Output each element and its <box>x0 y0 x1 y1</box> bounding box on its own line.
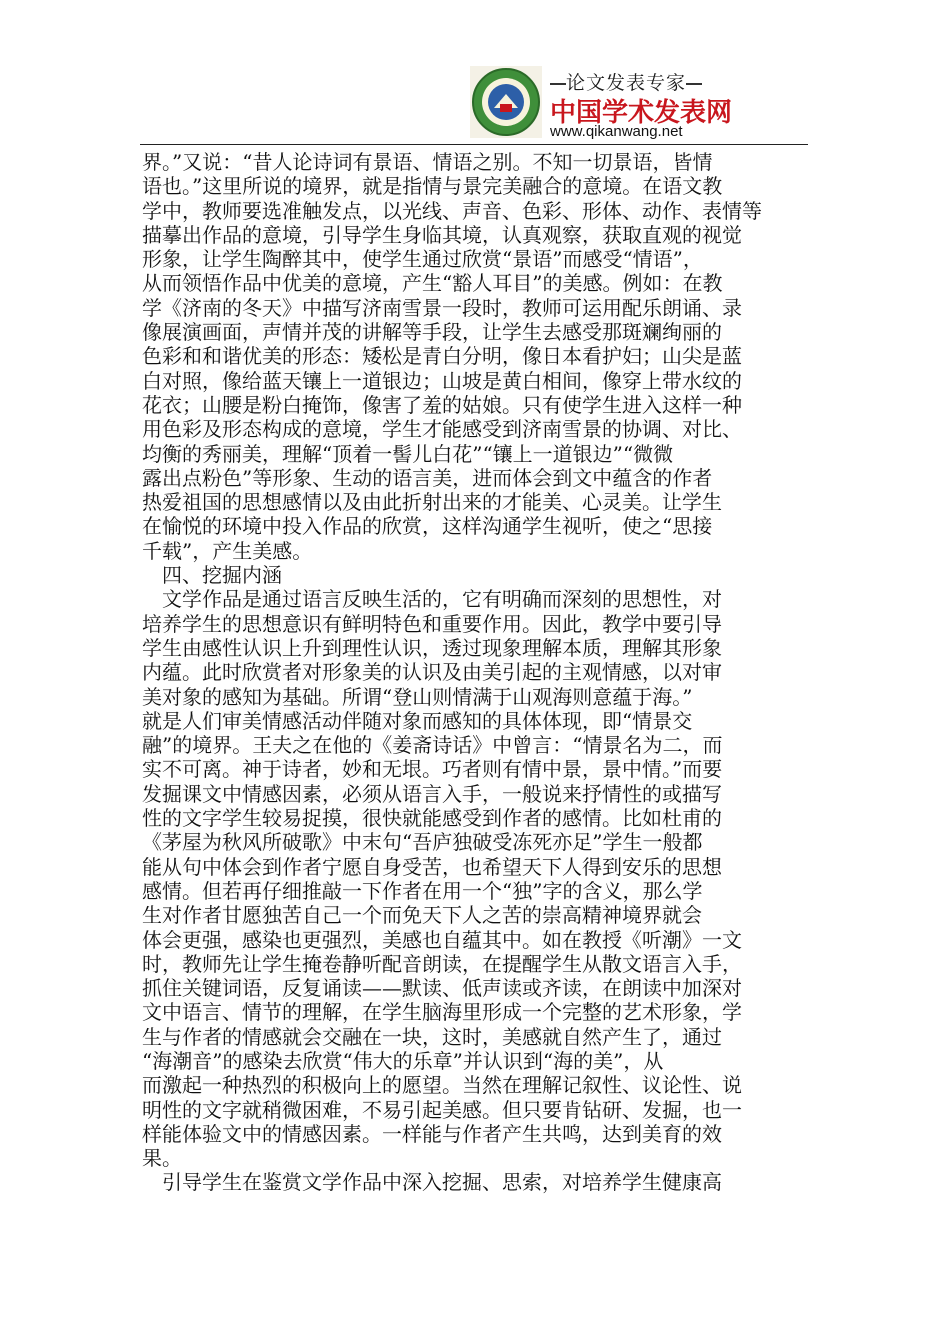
text-line: 四、挖掘内涵 <box>142 563 282 588</box>
site-emblem-icon <box>470 66 542 138</box>
text-line: 能从句中体会到作者宁愿自身受苦，也希望天下人得到安乐的思想 <box>142 854 722 879</box>
text-line: 而激起一种热烈的积极向上的愿望。当然在理解记叙性、议论性、说 <box>142 1073 742 1098</box>
text-line: 发掘课文中情感因素，必须从语言入手，一般说来抒情性的或描写 <box>142 781 722 806</box>
text-line: 在愉悦的环境中投入作品的欣赏，这样沟通学生视听，使之“思接 <box>142 514 713 539</box>
text-line: 实不可离。神于诗者，妙和无垠。巧者则有情中景，景中情。”而要 <box>142 757 723 782</box>
text-line: 《茅屋为秋风所破歌》中末句“吾庐独破受冻死亦足”学生一般都 <box>142 830 703 855</box>
text-line: 均衡的秀丽美，理解“顶着一髻儿白花”“镶上一道银边”“微微 <box>142 441 674 466</box>
text-line: 生与作者的情感就会交融在一块，这时，美感就自然产生了，通过 <box>142 1024 722 1049</box>
text-line: 性的文字学生较易捉摸，很快就能感受到作者的感情。比如杜甫的 <box>142 806 722 831</box>
text-line: 样能体验文中的情感因素。一样能与作者产生共鸣，达到美育的效 <box>142 1121 722 1146</box>
site-header <box>470 66 806 144</box>
text-line: 形象，让学生陶醉其中，使学生通过欣赏“景语”而感受“情语”， <box>142 247 703 272</box>
text-line: 用色彩及形态构成的意境，学生才能感受到济南雪景的协调、对比、 <box>142 417 742 442</box>
text-line: 时，教师先让学生掩卷静听配音朗读，在提醒学生从散文语言入手， <box>142 951 742 976</box>
text-line: 体会更强，感染也更强烈，美感也自蕴其中。如在教授《听潮》一文 <box>142 927 742 952</box>
site-url: www.qikanwang.net <box>550 123 683 140</box>
slogan-dash-right <box>686 83 702 85</box>
text-line: 内蕴。此时欣赏者对形象美的认识及由美引起的主观情感，以对审 <box>142 660 722 685</box>
text-line: 像展演画面，声情并茂的讲解等手段，让学生去感受那斑斓绚丽的 <box>142 320 722 345</box>
text-line: 生对作者甘愿独苦自己一个而免天下人之苦的崇高精神境界就会 <box>142 903 702 928</box>
text-line: 融”的境界。王夫之在他的《姜斋诗话》中曾言：“情景名为二，而 <box>142 733 723 758</box>
text-line: 培养学生的思想意识有鲜明特色和重要作用。因此，教学中要引导 <box>142 611 722 636</box>
text-line: 色彩和和谐优美的形态：矮松是青白分明，像日本看护妇；山尖是蓝 <box>142 344 742 369</box>
text-line: 学中，教师要选准触发点，以光线、声音、色彩、形体、动作、表情等 <box>142 198 762 223</box>
article-body <box>142 150 794 1195</box>
text-line: 感情。但若再仔细推敲一下作者在用一个“独”字的含义，那么学 <box>142 878 703 903</box>
text-line: “海潮音”的感染去欣赏“伟大的乐章”并认识到“海的美”，从 <box>142 1048 664 1073</box>
header-divider <box>140 144 808 145</box>
text-line: 就是人们审美情感活动伴随对象而感知的具体体现，即“情景交 <box>142 708 693 733</box>
text-line: 明性的文字就稍微困难，不易引起美感。但只要肯钻研、发掘，也一 <box>142 1097 742 1122</box>
text-line: 美对象的感知为基础。所谓“登山则情满于山观海则意蕴于海。” <box>142 684 693 709</box>
text-line: 白对照，像给蓝天镶上一道银边；山坡是黄白相间，像穿上带水纹的 <box>142 368 742 393</box>
text-line: 文学作品是通过语言反映生活的，它有明确而深刻的思想性，对 <box>142 587 722 612</box>
text-line: 文中语言、情节的理解，在学生脑海里形成一个完整的艺术形象，学 <box>142 1000 742 1025</box>
text-line: 语也。”这里所说的境界，就是指情与景完美融合的意境。在语文教 <box>142 174 723 199</box>
site-slogan <box>550 68 702 95</box>
text-line: 抓住关键词语，反复诵读——默读、低声读或齐读，在朗读中加深对 <box>142 976 742 1001</box>
text-line: 热爱祖国的思想感情以及由此折射出来的才能美、心灵美。让学生 <box>142 490 722 515</box>
slogan-dash-left <box>550 83 566 85</box>
text-line: 描摹出作品的意境，引导学生身临其境，认真观察，获取直观的视觉 <box>142 222 742 247</box>
text-line: 学生由感性认识上升到理性认识，透过现象理解本质，理解其形象 <box>142 635 722 660</box>
text-line: 引导学生在鉴赏文学作品中深入挖掘、思索，对培养学生健康高 <box>142 1170 722 1195</box>
slogan-text: 论文发表专家 <box>566 72 687 94</box>
text-line: 千载”，产生美感。 <box>142 538 313 563</box>
text-line: 花衣；山腰是粉白掩饰，像害了羞的姑娘。只有使学生进入这样一种 <box>142 392 742 417</box>
text-line: 界。”又说：“昔人论诗词有景语、情语之别。不知一切景语，皆情 <box>142 150 713 174</box>
text-line: 露出点粉色”等形象、生动的语言美，进而体会到文中蕴含的作者 <box>142 465 713 490</box>
site-name: 中国学术发表网 <box>550 98 733 128</box>
text-line: 从而领悟作品中优美的意境，产生“豁人耳目”的美感。例如：在教 <box>142 271 723 296</box>
text-line: 果。 <box>142 1146 182 1171</box>
text-line: 学《济南的冬天》中描写济南雪景一段时，教师可运用配乐朗诵、录 <box>142 295 742 320</box>
